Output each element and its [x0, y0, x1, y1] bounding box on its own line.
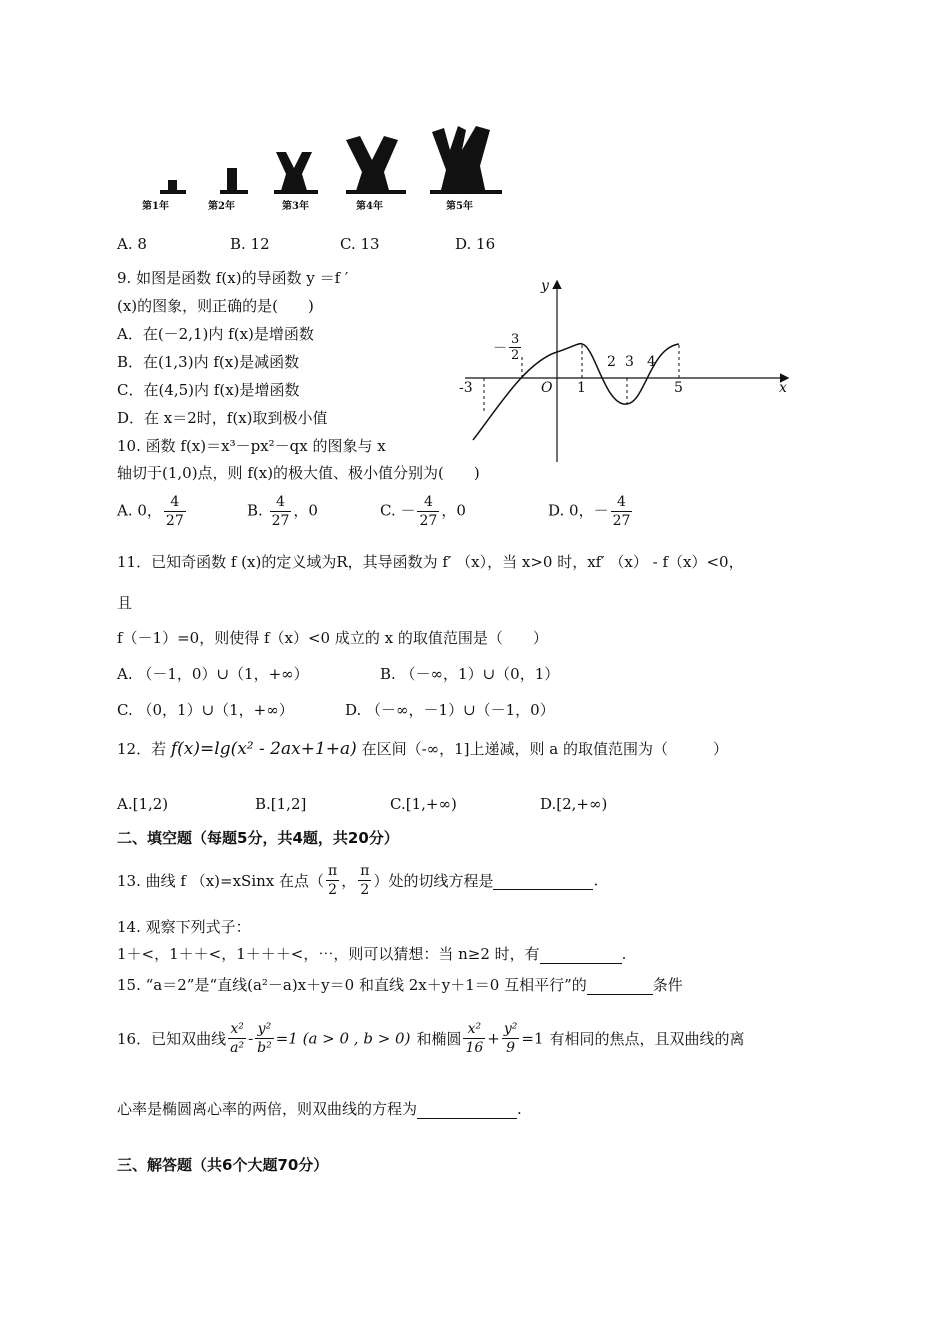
- q12-prefix: 12．若: [117, 740, 167, 758]
- q12-option-c: C.[1,+∞): [390, 795, 457, 813]
- q10-a-den: 27: [165, 513, 184, 529]
- q12-option-b: B.[1,2]: [255, 795, 307, 813]
- q10-c-den: 27: [419, 513, 438, 529]
- graph-tick-4: 4: [647, 354, 656, 370]
- q16-stem: [117, 1020, 745, 1057]
- q11-option-b: B. （－∞，1）∪（0，1）: [380, 665, 560, 683]
- q11-option-d: D. （－∞，－1）∪（－1，0）: [345, 701, 555, 719]
- q16-plus: +: [487, 1029, 500, 1048]
- q10-stem-2: 轴切于(1,0)点，则 f(x)的极大值、极小值分别为( ): [117, 464, 480, 482]
- q13-frac1-num: π: [328, 863, 338, 879]
- q15-post: 条件: [652, 976, 683, 994]
- q16-pre: 16．已知双曲线: [117, 1030, 227, 1048]
- q10-d-num: 4: [611, 493, 633, 512]
- year-label-5: 第5年: [446, 201, 473, 212]
- q9-option-a: A．在(－2,1)内 f(x)是增函数: [117, 325, 314, 343]
- q11-option-c: C. （0，1）∪（1，+∞）: [117, 701, 294, 719]
- q10-option-b-tail: ，0: [293, 501, 318, 520]
- q9-stem-1: 9. 如图是函数 f(x)的导函数 y ＝f ′: [117, 269, 349, 287]
- q16-line-2: [117, 1098, 522, 1119]
- q13-post: ）处的切线方程是: [373, 872, 494, 890]
- q16-post: 有相同的焦点，且双曲线的离: [549, 1030, 745, 1048]
- q14-answer-blank[interactable]: [540, 945, 622, 964]
- graph-neg-frac-den: 2: [511, 348, 520, 363]
- q11-stem-1: 11．已知奇函数 f (x)的定义域为R，其导函数为 f′ （x），当 x>0 时，xf′ （x） - f（x）<0，: [117, 553, 744, 571]
- q10-option-c: [380, 493, 466, 530]
- q14-end: .: [621, 945, 627, 963]
- q10-option-d-label: D. 0，－: [548, 501, 609, 520]
- q14-body: [117, 943, 626, 964]
- q13-frac1-den: 2: [328, 882, 338, 898]
- q10-option-a-label: A. 0，: [117, 501, 162, 520]
- q16-line2-text: 心率是椭圆离心率的两倍，则双曲线的方程为: [117, 1100, 418, 1118]
- q10-option-b-label: B.: [247, 501, 263, 520]
- q10-option-c-tail: ，0: [441, 501, 466, 520]
- graph-x-label: x: [779, 380, 787, 396]
- graph-tick-2: 2: [607, 354, 616, 370]
- q12-option-a: A.[1,2): [117, 795, 169, 813]
- q10-b-num: 4: [270, 493, 292, 512]
- q16-hyp-y-num: y²: [255, 1020, 274, 1039]
- graph-tick-3: 3: [625, 354, 634, 370]
- q16-hyp-y-den: b²: [257, 1040, 272, 1056]
- q13-frac2-num: π: [360, 863, 370, 879]
- q11-option-a: A. （－1，0）∪（1，+∞）: [117, 665, 309, 683]
- year-label-1: 第1年: [142, 201, 169, 212]
- q16-end: .: [517, 1100, 522, 1118]
- q16-hyp-x-num: x²: [228, 1020, 246, 1039]
- q13-end: .: [593, 871, 599, 890]
- q15-answer-blank[interactable]: [587, 976, 653, 995]
- q15-pre: 15. “a＝2”是“直线(a²－a)x＋y＝0 和直线 2x＋y＋1＝0 互相平行”的: [117, 976, 587, 994]
- q16-ell-y-num: y²: [503, 1021, 518, 1037]
- graph-tick-neg3: -3: [459, 380, 473, 396]
- q10-option-d: [548, 493, 634, 530]
- q9-option-c: C．在(4,5)内 f(x)是增函数: [117, 381, 300, 399]
- q16-ell-y-den: 9: [506, 1040, 516, 1056]
- section-3-heading: 三、解答题（共6个大题70分）: [117, 1156, 329, 1174]
- graph-tick-5: 5: [674, 380, 683, 396]
- q13-pre: 13. 曲线 f （x)=xSinx 在点（: [117, 872, 325, 890]
- q9-option-b: B．在(1,3)内 f(x)是减函数: [117, 353, 300, 371]
- q13-frac2-den: 2: [360, 882, 370, 898]
- year-label-2: 第2年: [208, 201, 235, 212]
- q14-stem: 14. 观察下列式子：: [117, 918, 251, 936]
- derivative-graph: [455, 272, 795, 472]
- q13-stem: [117, 862, 598, 899]
- tree-growth-figure: [140, 122, 510, 214]
- q15-stem: [117, 974, 683, 995]
- graph-neg-frac: [493, 332, 523, 363]
- q9-option-d: D．在 x＝2时，f(x)取到极小值: [117, 409, 328, 427]
- graph-neg-frac-sign: －: [493, 340, 507, 357]
- q16-hyp-x-den: a²: [230, 1040, 245, 1056]
- section-2-heading: 二、填空题（每题5分，共4题，共20分）: [117, 829, 399, 847]
- q16-cond: =1 (a > 0 , b > 0): [275, 1029, 411, 1048]
- q10-d-den: 27: [612, 513, 631, 529]
- graph-tick-1: 1: [577, 380, 586, 396]
- graph-neg-frac-num: 3: [511, 332, 520, 347]
- year-label-4: 第4年: [356, 201, 383, 212]
- q12-option-d: D.[2,+∞): [540, 795, 608, 813]
- q12-stem: [117, 738, 728, 759]
- q16-mid: 和椭圆: [416, 1030, 462, 1048]
- q10-stem-1: 10. 函数 f(x)＝x³－px²－qx 的图象与 x: [117, 437, 386, 455]
- q16-answer-blank[interactable]: [417, 1100, 517, 1119]
- year-label-3: 第3年: [282, 201, 309, 212]
- q8-option-c: C. 13: [340, 235, 380, 253]
- q10-b-den: 27: [271, 513, 290, 529]
- q10-option-a: [117, 493, 188, 530]
- q10-option-b: [247, 493, 318, 530]
- q13-sep: ，: [341, 872, 357, 890]
- derivative-graph-svg: [455, 272, 795, 472]
- q10-a-num: 4: [164, 493, 186, 512]
- q13-answer-blank[interactable]: [493, 871, 593, 890]
- q11-stem-3: f（－1）=0，则使得 f（x）<0 成立的 x 的取值范围是（ ）: [117, 629, 548, 647]
- q11-stem-2: 且: [117, 594, 133, 612]
- q14-body-text: 1＋<，1＋＋<，1＋＋＋<，⋯，则可以猜想：当 n≥2 时，有: [117, 945, 540, 963]
- q12-formula: f(x)=lg(x² - 2ax+1+a): [170, 739, 357, 759]
- graph-y-label: y: [541, 278, 549, 294]
- q16-eq1: =1: [521, 1029, 544, 1048]
- q16-ell-x-num: x²: [463, 1020, 485, 1039]
- q10-option-c-label: C. －: [380, 501, 416, 520]
- graph-origin: O: [541, 380, 553, 396]
- q10-c-num: 4: [417, 493, 439, 512]
- q16-ell-x-den: 16: [465, 1040, 484, 1056]
- q8-option-b: B. 12: [230, 235, 270, 253]
- q12-suffix: 在区间（-∞，1]上递减，则 a 的取值范围为（ ）: [361, 740, 729, 758]
- q8-option-d: D. 16: [455, 235, 496, 253]
- q9-stem-2: (x)的图象，则正确的是( ): [117, 297, 314, 315]
- q16-minus: -: [248, 1029, 254, 1048]
- q8-option-a: A. 8: [117, 235, 147, 253]
